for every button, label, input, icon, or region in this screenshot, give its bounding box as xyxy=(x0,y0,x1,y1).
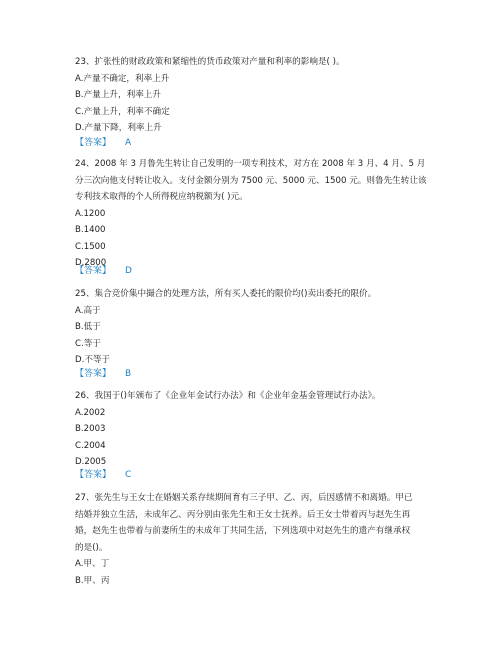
answer-value: B xyxy=(125,369,132,379)
answer-value: A xyxy=(125,138,132,148)
question-stem-line-2: 分三次向他支付转让收入。支付金额分别为 7500 元、5000 元、1500 元。则鲁先生转让该 xyxy=(75,175,427,186)
question-27 xyxy=(75,490,435,589)
question-stem: 26、我国于()年颁布了《企业年金试行办法》和《企业年金基金管理试行办法》。 xyxy=(75,391,381,401)
option-a: A.2002 xyxy=(75,407,106,418)
question-stem-line-3: 婚，赵先生也带着与前妻所生的未成年丁共同生活，下列选项中对赵先生的遗产有继承权 xyxy=(75,526,411,536)
question-stem: 23、扩张性的财政政策和紧缩性的货币政策对产量和利率的影响是( )。 xyxy=(75,57,345,67)
option-b: B.产量上升，利率上升 xyxy=(75,90,161,100)
option-c: C.1500 xyxy=(75,241,106,252)
answer-value: C xyxy=(125,470,132,480)
option-d: D.不等于 xyxy=(75,355,111,365)
question-stem-line-3: 专利技术取得的个人所得税应纳税额为( )元。 xyxy=(75,192,248,202)
option-c: C.2004 xyxy=(75,440,106,451)
answer-value: D xyxy=(125,266,132,276)
answer-label: 【答案】 xyxy=(75,266,112,276)
question-stem-line-2: 结婚并独立生活，未成年乙、丙分别由张先生和王女士抚养。后王女士带着丙与赵先生再 xyxy=(75,509,411,520)
answer-label: 【答案】 xyxy=(75,369,112,379)
option-b: B.甲、丙 xyxy=(75,575,110,586)
option-c: C.产量上升，利率不确定 xyxy=(75,106,170,117)
question-stem: 25、集合竞价集中撮合的处理方法，所有买人委托的限价均()卖出委托的限价。 xyxy=(75,289,377,299)
option-d: D.产量下降，利率上升 xyxy=(75,123,162,133)
option-a: A.产量不确定，利率上升 xyxy=(75,73,170,84)
option-c: C.等于 xyxy=(75,338,101,349)
question-26 xyxy=(75,388,435,471)
option-a: A.1200 xyxy=(75,208,106,219)
question-23 xyxy=(75,54,435,137)
option-b: B.1400 xyxy=(75,225,106,235)
answer-23 xyxy=(75,135,131,151)
question-24 xyxy=(75,156,435,272)
answer-26 xyxy=(75,467,131,483)
question-25 xyxy=(75,286,435,369)
answer-label: 【答案】 xyxy=(75,138,112,148)
option-b: B.2003 xyxy=(75,424,106,434)
answer-label: 【答案】 xyxy=(75,470,112,480)
answer-25 xyxy=(75,366,131,382)
answer-24 xyxy=(75,263,132,279)
option-d: D.2005 xyxy=(75,457,107,467)
option-a: A.高于 xyxy=(75,305,101,316)
option-b: B.低于 xyxy=(75,322,101,332)
question-stem-line-4: 的是()。 xyxy=(75,542,108,553)
option-d: D.2800 xyxy=(75,258,107,268)
question-stem-line-1: 24、2008 年 3 月鲁先生转让自己发明的一项专利技术，对方在 2008 年 3 月、4 月、5 月 xyxy=(75,159,426,169)
option-a: A.甲、丁 xyxy=(75,559,110,569)
question-stem-line-1: 27、张先生与王女士在婚姻关系存续期间育有三子甲、乙、丙，后因感情不和离婚。甲已 xyxy=(75,493,413,503)
